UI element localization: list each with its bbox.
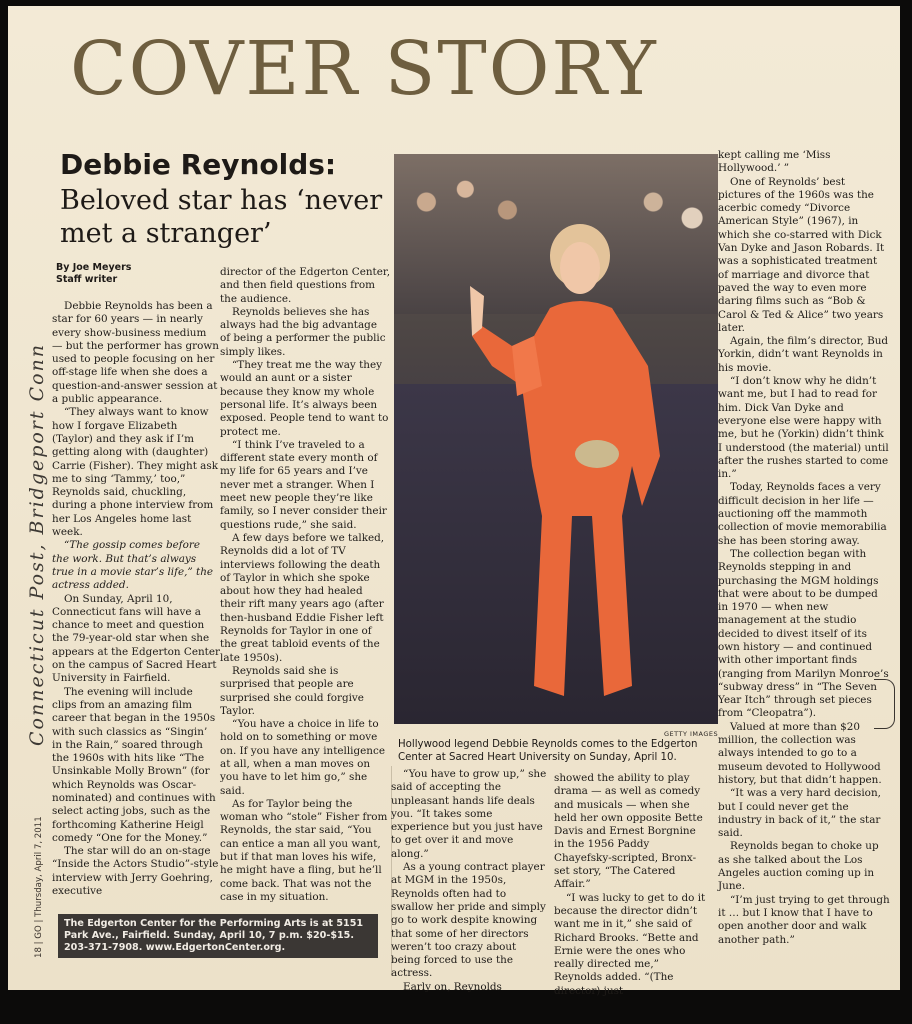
paragraph: Today, Reynolds faces a very difficult decision in her life — auctioning off the mammoth collection of movie memorabilia she has been storing away. — [718, 481, 887, 547]
article-column-4 — [554, 772, 709, 997]
paragraph: The collection began with Reynolds stepping in and purchasing the MGM holdings that were about to be dumped in 1970 — when new management at the studio decided to divest itself of its own history — and continued with other important finds (ranging from Marilyn Monroe’s “subway dress” in “The Seven Year Itch” through set pieces from “Cleopatra”). — [718, 547, 889, 720]
article-column-2 — [220, 266, 390, 916]
paragraph: Debbie Reynolds has been a star for 60 years — in nearly every show-business medium — but the performer has grown used to people focusing on her off-stage life when she does a question-and-answer session at a public appearance. — [52, 300, 219, 406]
handwritten-bracket-mark — [874, 679, 895, 729]
paragraph: kept calling me ‘Miss Hollywood.’ ” — [718, 149, 831, 175]
paragraph: Reynolds began to choke up as she talked about the Los Angeles auction coming up in June. — [718, 840, 879, 893]
handwritten-source-note: Connecticut Post, Bridgeport Conn — [26, 342, 48, 746]
photo-debbie-reynolds — [394, 154, 718, 722]
paragraph: Early on, Reynolds — [403, 980, 502, 993]
paragraph: Valued at more than $20 million, the collection was always intended to go to a museum devoted to Hollywood history, but that didn’t happen. — [718, 720, 882, 786]
paragraph: The star will do an on-stage “Inside the Actors Studio”-style interview with Jerry Goehring, executive — [52, 845, 219, 898]
paragraph: “I don’t know why he didn’t want me, but I had to read for him. Dick Van Dyke and everyone else were happy with me, but he (Yorkin) didn’t think I understood (the material) until after the rushes started to come in.” — [718, 375, 889, 481]
paragraph: showed the ability to play drama — as well as comedy and musicals — when she held her own opposite Bette Davis and Ernest Borgnine in the 1956 Paddy Chayefsky-scripted, Bronx-set story, “The Catered Affair.” — [554, 772, 703, 891]
paragraph: On Sunday, April 10, Connecticut fans will have a chance to meet and question the 79-year-old star when she appears at the Edgerton Center on the campus of Sacred Heart University in Fairfield. — [52, 592, 220, 685]
photo-credit: GETTY IMAGES — [664, 730, 719, 738]
paragraph: “They treat me the way they would an aunt or a sister because they know my whole personal life. It’s always been exposed. People tend to want to protect me. — [220, 359, 389, 438]
paragraph: “They always want to know how I forgave Elizabeth (Taylor) and they ask if I’m getting along with (daughter) Carrie (Fisher). They might ask me to sing ‘Tammy,’ too,” Reynolds said, chuckling, during a phone interview from her Los Angeles home last week. — [52, 406, 219, 539]
event-info-box: The Edgerton Center for the Performing Arts is at 5151 Park Ave., Fairfield. Sunday, April 10, 7 p.m. $20-$15. 203-371-7908. www.EdgertonCenter.org. — [58, 914, 378, 958]
paragraph: Reynolds believes she has always had the big advantage of being a performer the public simply likes. — [220, 305, 386, 358]
byline — [56, 262, 131, 286]
section-header: COVER STORY — [70, 26, 658, 112]
byline-role: Staff writer — [56, 274, 118, 285]
newspaper-clipping — [8, 6, 900, 997]
photo-figure — [472, 216, 672, 706]
headline-name: Debbie Reynolds: — [60, 148, 337, 181]
paragraph: “You have to grow up,” she said of accepting the unpleasant hands life deals you. “It takes some experience but you just have to get over it and move along.” — [391, 768, 547, 860]
paragraph: As a young contract player at MGM in the 1950s, Reynolds often had to swallow her pride and simply go to work despite knowing that some of her directors weren’t too crazy about being forced to use the actress. — [391, 861, 546, 980]
paragraph: “The gossip comes before the work. But that’s always true in a movie star’s life,” the actress added. — [52, 539, 214, 592]
paragraph: director of the Edgerton Center, and then field questions from the audience. — [220, 266, 391, 305]
headline-subtitle: Beloved star has ‘never met a stranger’ — [60, 185, 383, 249]
paragraph: “I think I’ve traveled to a different state every month of my life for 65 years and I’ve never met a stranger. When I meet new people they’re like family, so I never consider their questions rude,” she said. — [220, 438, 387, 531]
paragraph: Reynolds said she is surprised that people are surprised she could forgive Taylor. — [220, 664, 364, 717]
paragraph: Again, the film’s director, Bud Yorkin, didn’t want Reynolds in his movie. — [718, 335, 889, 374]
paragraph: “I’m just trying to get through it … but I know that I have to open another door and walk another path.” — [718, 893, 890, 946]
paragraph: The evening will include clips from an amazing film career that began in the 1950s with such classics as “Singin’ in the Rain,” soared through the 1960s with hits like “The Unsinkable Molly Brown” (for which Reynolds was Oscar-nominated) and continues with select acting jobs, such as the forthcoming Katherine Heigl comedy “One for the Money.” — [52, 685, 216, 844]
paragraph: “It was a very hard decision, but I could never get the industry in back of it,” the star said. — [718, 787, 881, 840]
page-folio: 18 | GO | Thursday, April 7, 2011 — [34, 816, 44, 958]
paragraph: “I was lucky to get to do it because the director didn’t want me in it,” she said of Richard Brooks. “Bette and Ernie were the ones who really directed me,” Reynolds added. “(The director) just — [554, 891, 706, 997]
paragraph: “You have a choice in life to hold on to something or move on. If you have any intelligence at all, when a man moves on you have to let him go,” she said. — [220, 718, 385, 797]
paragraph: As for Taylor being the woman who “stole” Fisher from Reynolds, the star said, “You can entice a man all you want, but if that man loves his wife, he might have a fling, but he’ll come back. That was not the case in my situation. — [220, 797, 388, 903]
photo-caption: Hollywood legend Debbie Reynolds comes to the Edgerton Center at Sacred Heart University on Sunday, April 10. — [398, 739, 698, 763]
byline-author: By Joe Meyers — [56, 262, 132, 273]
article-column-3 — [391, 768, 547, 993]
article-column-1 — [52, 300, 220, 912]
article-column-5 — [718, 149, 890, 979]
paragraph: A few days before we talked, Reynolds did a lot of TV interviews following the death of Taylor in which she spoke about how they had healed their rift many years ago (after then-husband Eddie Fisher left Reynolds for Taylor in one of the great tabloid events of the late 1950s). — [220, 531, 385, 664]
paragraph: One of Reynolds’ best pictures of the 1960s was the acerbic comedy “Divorce American Style” (1967), in which she co-starred with Dick Van Dyke and Jason Robards. It was a sophisticated treatment of marriage and divorce that paved the way to even more daring films such as “Bob & Carol & Ted & Alice” two years later. — [718, 175, 885, 334]
